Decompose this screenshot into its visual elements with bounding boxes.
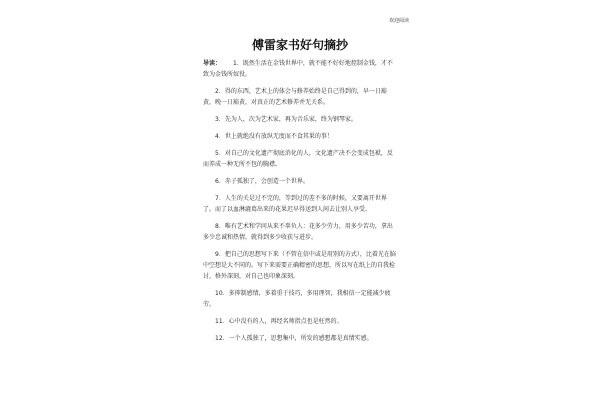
list-item: 7．人生的关是过不完的，等到过的差不多的时候，又要离开世界了。而了以血淋漉葛出来的花果迟早得送到人间去让别人享受。 [203, 195, 387, 213]
list-item: 2．得的东西，艺术上的体会与修养始终是自己得到的，早一日豁黄，晚一日豁黄，对真正的艺术修养并无关系。 [203, 88, 387, 106]
top-note: 欢迎阅读 [388, 18, 409, 24]
list-item: 5．对自己的文化遗产彻底消化的人，文化遗产决不会变成包袱，反而养成一种无所不包的胸襟。 [203, 150, 393, 168]
list-item: 9．把自己的思想写下来（不管在信中或是用别的方式），比着光在脑中空想是大不同的。写下来需要正确精密的思想，所以写在纸上的自我检讨，格外深刻，对自己也印象深刻。 [203, 251, 396, 280]
list-item: 11．心中没有的人，再经名师指点也是枉然的。 [215, 318, 343, 325]
list-item: 10．多抑制感情，多着重于技巧，多用理智，我相信一定能减少疲劳。 [203, 290, 391, 308]
page-title: 傅雷家书好句摘抄 [251, 38, 348, 52]
list-item: 3．先为人，次为艺术家，再为音乐家，终为钢琴家。 [215, 116, 357, 123]
list-item: 12．一个人孤独了，思想集中，所发的感想都是真情实感。 [215, 335, 373, 342]
lead-label: 导读： [203, 60, 222, 67]
list-item: 8．唯有艺术和学问从来不辜负人：花多少劳力，用多少苦功，拿出多少忠诚和热情，就得到多少收获与进步。 [203, 223, 393, 241]
list-item: 6．赤子孤独了，会创造一个世界。 [215, 178, 309, 185]
list-item [203, 58, 397, 80]
item-text: 1．既然生活在金钱世界中，就不能不好好地控制金钱，才不致为金钱所奴役。 [203, 60, 393, 78]
excerpt-list [203, 58, 397, 350]
list-item: 4．世上就绝没有放纵无度而不食其果的事！ [215, 133, 333, 140]
